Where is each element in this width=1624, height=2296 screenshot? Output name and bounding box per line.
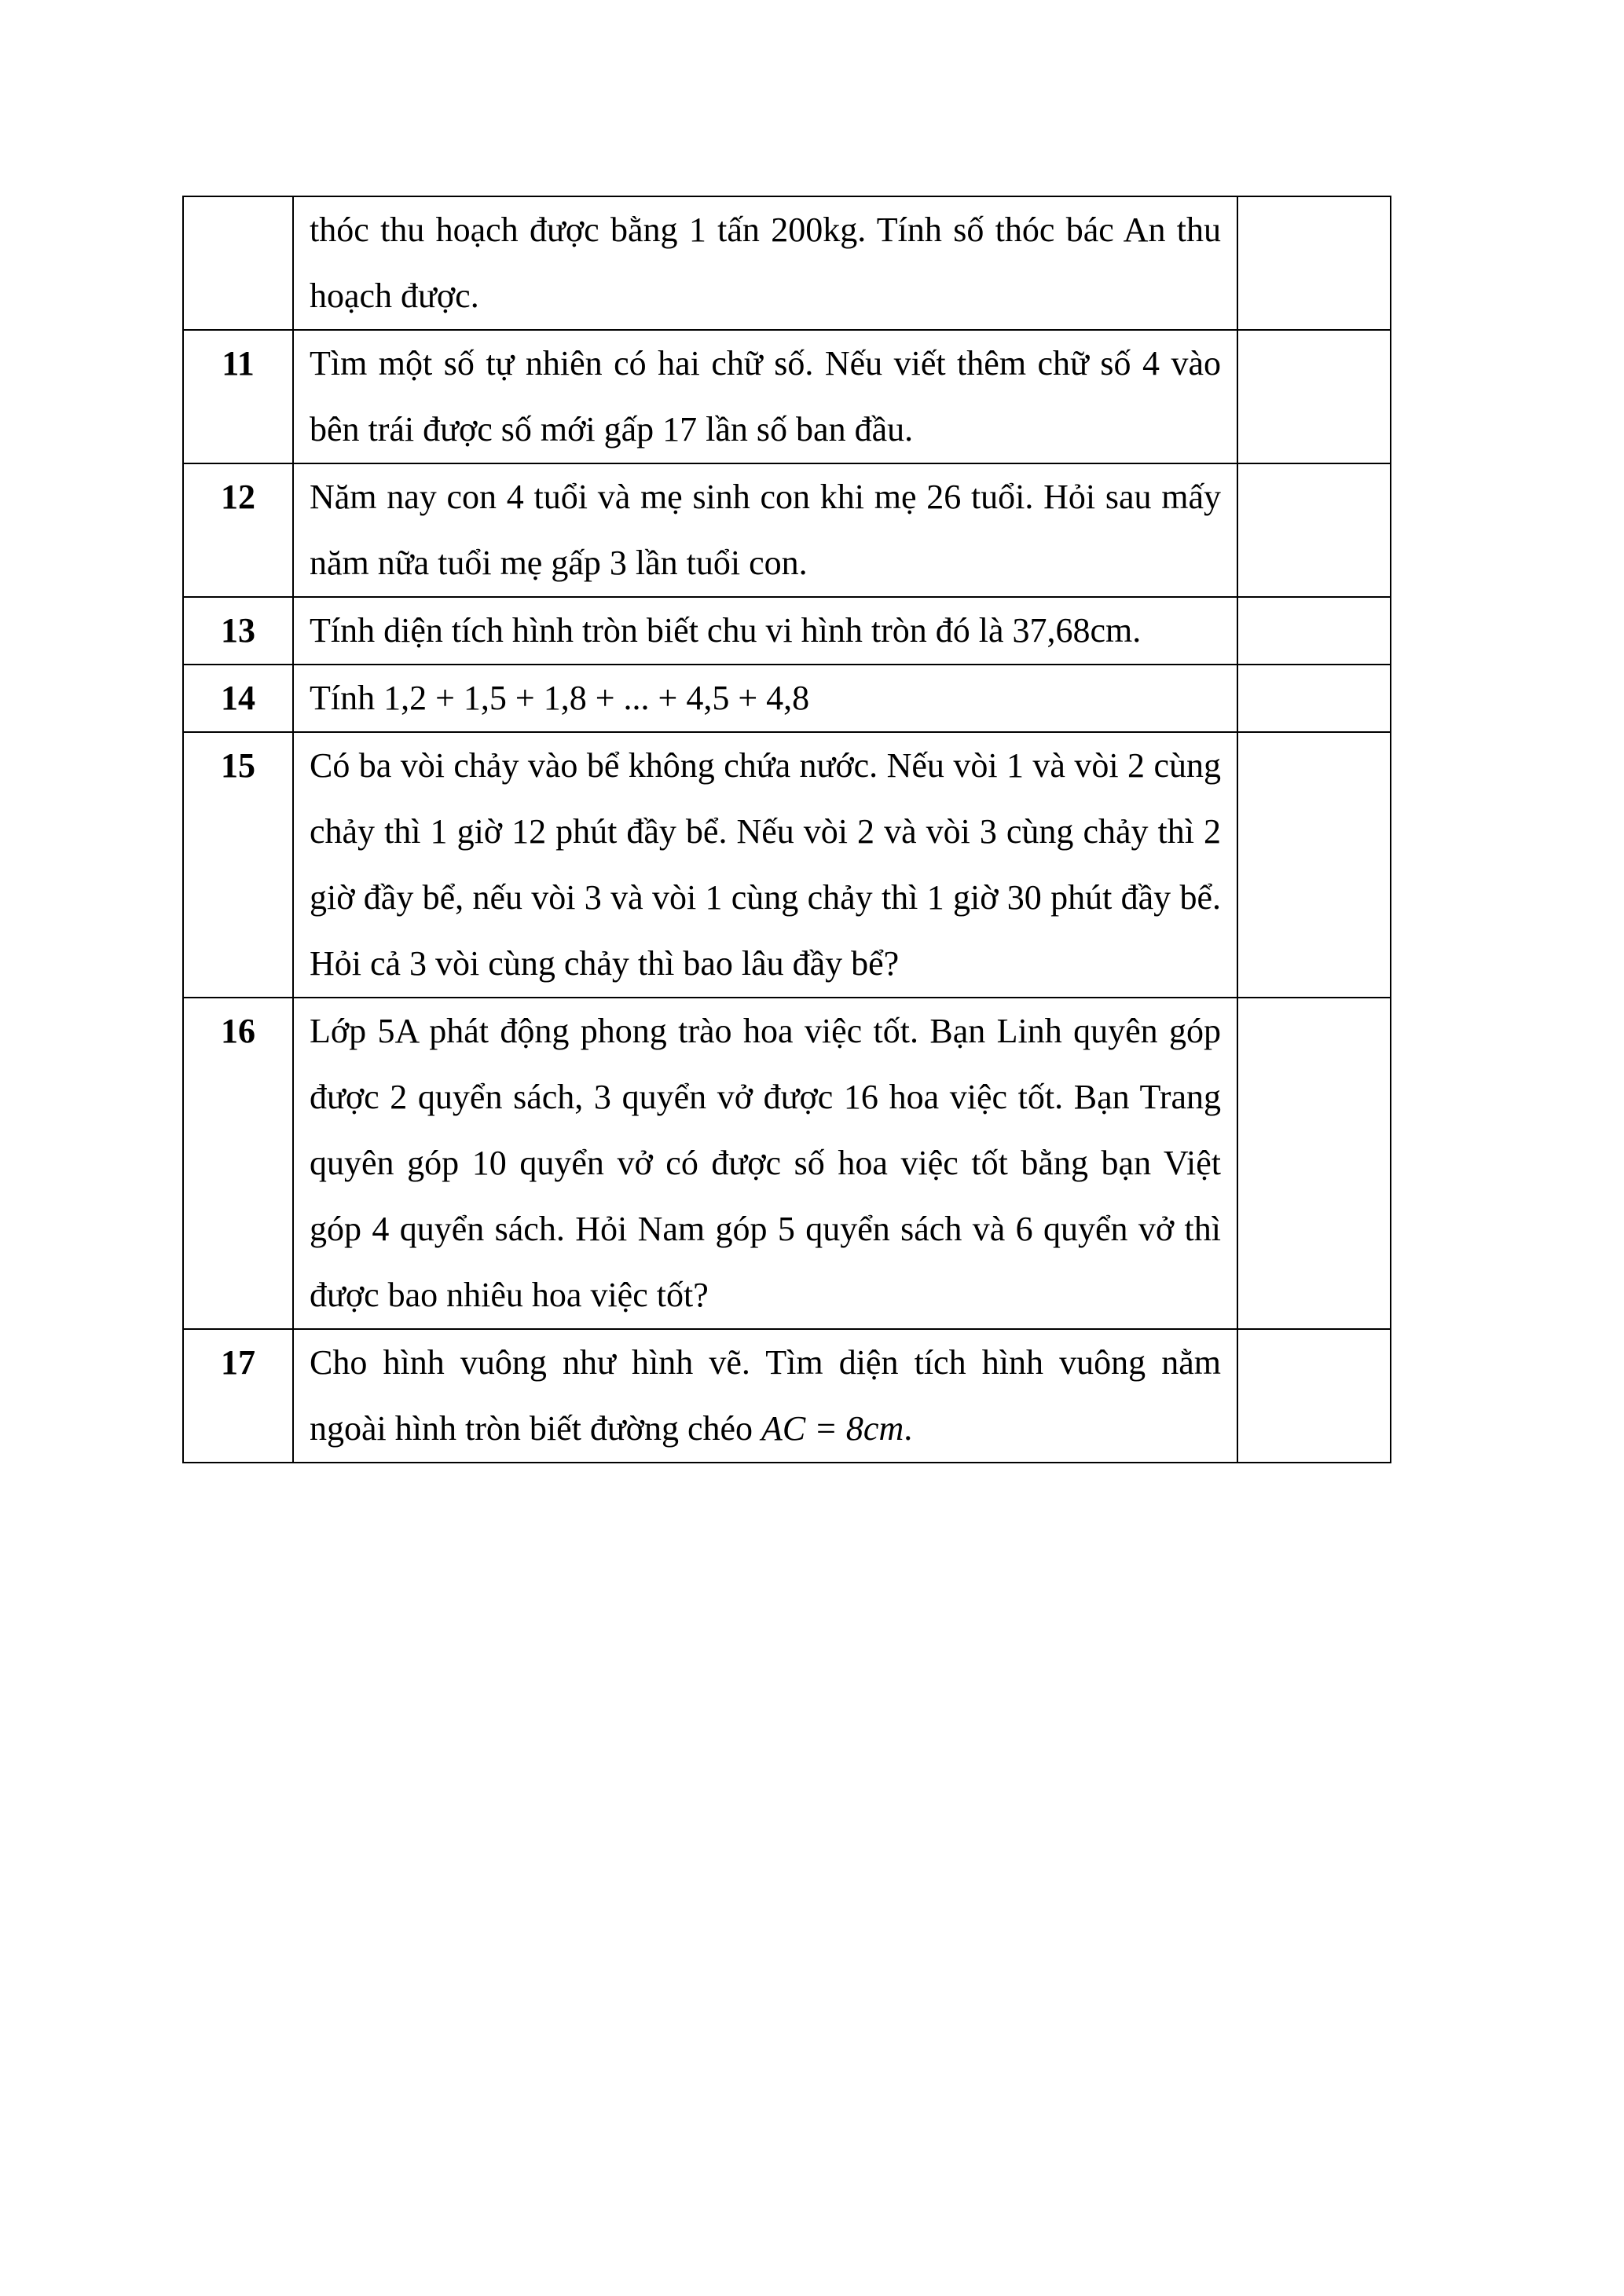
problem-number: 13 xyxy=(183,597,293,665)
answer-cell xyxy=(1237,732,1391,998)
problem-number: 16 xyxy=(183,998,293,1329)
problem-text: Có ba vòi chảy vào bể không chứa nước. Nếu vòi 1 và vòi 2 cùng chảy thì 1 giờ 12 phút đầy bể. Nếu vòi 2 và vòi 3 cùng chảy thì 2 giờ đầy bể, nếu vòi 3 và vòi 1 cùng chảy thì 1 giờ 30 phút đầy bể. Hỏi cả 3 vòi cùng chảy thì bao lâu đầy bể? xyxy=(293,732,1237,998)
table-row xyxy=(183,1329,1391,1463)
problem-text: Năm nay con 4 tuổi và mẹ sinh con khi mẹ 26 tuổi. Hỏi sau mấy năm nữa tuổi mẹ gấp 3 lần tuổi con. xyxy=(293,463,1237,597)
problem-number: 17 xyxy=(183,1329,293,1463)
problems-table xyxy=(182,196,1391,1463)
problem-text-main: Cho hình vuông như hình vẽ. Tìm diện tích hình vuông nằm ngoài hình tròn biết đường chéo xyxy=(310,1343,1221,1448)
table-row xyxy=(183,330,1391,463)
problem-text: Tính 1,2 + 1,5 + 1,8 + ... + 4,5 + 4,8 xyxy=(293,665,1237,732)
problem-text: thóc thu hoạch được bằng 1 tấn 200kg. Tính số thóc bác An thu hoạch được. xyxy=(293,196,1237,330)
answer-cell xyxy=(1237,330,1391,463)
problem-number: 12 xyxy=(183,463,293,597)
problem-number: 14 xyxy=(183,665,293,732)
table-row xyxy=(183,597,1391,665)
answer-cell xyxy=(1237,998,1391,1329)
answer-cell xyxy=(1237,597,1391,665)
diagonal-formula: AC = 8cm xyxy=(761,1409,904,1448)
table-row xyxy=(183,665,1391,732)
answer-cell xyxy=(1237,463,1391,597)
answer-cell xyxy=(1237,1329,1391,1463)
table-row xyxy=(183,196,1391,330)
table-row xyxy=(183,463,1391,597)
problem-text-suffix: . xyxy=(904,1409,913,1448)
problem-text: Lớp 5A phát động phong trào hoa việc tốt. Bạn Linh quyên góp được 2 quyển sách, 3 quyển vở được 16 hoa việc tốt. Bạn Trang quyên góp 10 quyển vở có được số hoa việc tốt bằng bạn Việt góp 4 quyển sách. Hỏi Nam góp 5 quyển sách và 6 quyển vở thì được bao nhiêu hoa việc tốt? xyxy=(293,998,1237,1329)
answer-cell xyxy=(1237,196,1391,330)
table-row xyxy=(183,998,1391,1329)
table-row xyxy=(183,732,1391,998)
problem-text xyxy=(293,1329,1237,1463)
problem-number: 11 xyxy=(183,330,293,463)
problem-text: Tính diện tích hình tròn biết chu vi hình tròn đó là 37,68cm. xyxy=(293,597,1237,665)
problem-text: Tìm một số tự nhiên có hai chữ số. Nếu viết thêm chữ số 4 vào bên trái được số mới gấp 17 lần số ban đầu. xyxy=(293,330,1237,463)
problem-number: 15 xyxy=(183,732,293,998)
problem-number xyxy=(183,196,293,330)
answer-cell xyxy=(1237,665,1391,732)
